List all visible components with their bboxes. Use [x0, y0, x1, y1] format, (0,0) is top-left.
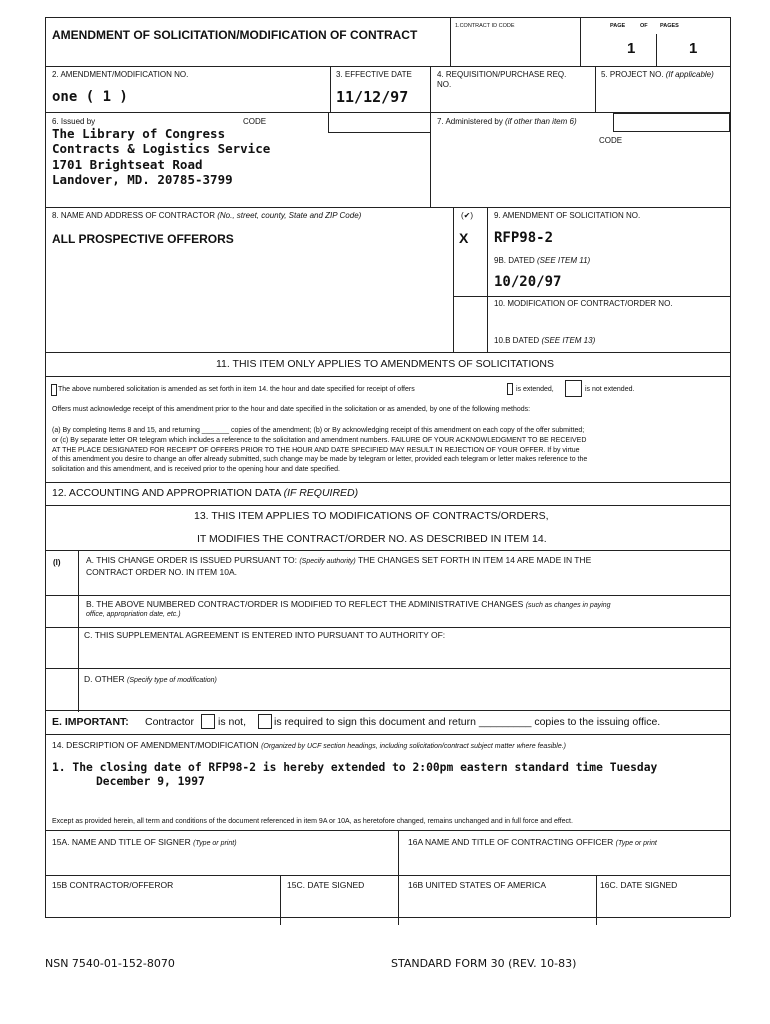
important-checkbox-is-not[interactable]	[201, 714, 215, 729]
page-label: PAGE	[610, 23, 626, 29]
amendment-no-label: 2. AMENDMENT/MODIFICATION NO.	[52, 70, 189, 79]
footer-nsn: NSN 7540-01-152-8070	[45, 957, 175, 970]
item13-d	[84, 675, 217, 685]
item13-b-line1	[86, 600, 611, 610]
item13-d-text: D. OTHER	[84, 674, 125, 684]
signer-15a-text: 15A. NAME AND TITLE OF SIGNER	[52, 837, 191, 847]
contractor-offeror-label-15b: 15B CONTRACTOR/OFFEROR	[52, 880, 174, 890]
contractor-label-text: 8. NAME AND ADDRESS OF CONTRACTOR	[52, 211, 215, 220]
effective-date-label: 3. EFFECTIVE DATE	[336, 70, 412, 79]
item13-a-line2: CONTRACT ORDER NO. IN ITEM 10A.	[86, 567, 237, 577]
item14-label-note: (Organized by UCF section headings, including solicitation/contract subject matter where feasible.)	[261, 743, 566, 750]
administered-by-label	[437, 117, 577, 126]
item12-label-note: (IF REQUIRED)	[283, 487, 359, 499]
item11-line2: Offers must acknowledge receipt of this amendment prior to the hour and date specified in the solicitation or as amended, by one of the following methods:	[52, 406, 531, 413]
footer-form-name: STANDARD FORM 30 (REV. 10-83)	[391, 957, 577, 970]
date-signed-label-15c: 15C. DATE SIGNED	[287, 880, 365, 890]
effective-date-value: 11/12/97	[336, 88, 409, 106]
item11-para-line: (a) By completing Items 8 and 15, and returning _______ copies of the amendment; (b) or By acknowledging receipt of this amendment on each copy of the offer submitted;	[52, 427, 585, 434]
check-column-header: (✔)	[461, 211, 474, 220]
amendment-solicitation-value: RFP98-2	[494, 230, 554, 246]
issued-by-label: 6. Issued by	[52, 117, 96, 126]
modification-contract-label: 10. MODIFICATION OF CONTRACT/ORDER NO.	[494, 299, 673, 308]
of-label: OF	[640, 23, 648, 29]
item12-label	[52, 487, 358, 500]
issuer-line: The Library of Congress	[52, 126, 226, 141]
contractor-label-note: (No., street, county, State and ZIP Code)	[217, 211, 362, 220]
officer-label-16a	[408, 838, 657, 848]
pages-value: 1	[689, 40, 698, 57]
signer-15a-note: (Type or print)	[193, 840, 237, 847]
item13-b-text: B. THE ABOVE NUMBERED CONTRACT/ORDER IS MODIFIED TO REFLECT THE ADMINISTRATIVE CHANGES	[86, 599, 524, 609]
dated-10b-note: (SEE ITEM 13)	[541, 336, 596, 345]
dated-10b-text: 10.B DATED	[494, 336, 540, 345]
item13-b-note: (such as changes in paying	[525, 602, 611, 609]
officer-16a-note: (Type or print	[615, 840, 657, 847]
dated-10b-label	[494, 336, 595, 345]
project-no-label-text: 5. PROJECT NO.	[601, 70, 664, 79]
administered-by-code-field[interactable]	[613, 113, 730, 132]
item13-a-text: A. THIS CHANGE ORDER IS ISSUED PURSUANT TO:	[86, 555, 297, 565]
item14-label-text: 14. DESCRIPTION OF AMENDMENT/MODIFICATION	[52, 740, 259, 750]
item13-b-note-2: office, appropriation date, etc.)	[86, 611, 181, 618]
issuer-line: Contracts & Logistics Service	[52, 141, 271, 157]
requisition-label-no: NO.	[437, 80, 452, 89]
dated-9b-value: 10/20/97	[494, 274, 562, 290]
item13-b-line2	[86, 611, 181, 619]
dated-9b-note: (SEE ITEM 11)	[536, 256, 591, 265]
contractor-label	[52, 211, 361, 220]
item13-a-text-2: THE CHANGES SET FORTH IN ITEM 14 ARE MADE IN THE	[357, 555, 592, 565]
item11-para-line: AT THE PLACE DESIGNATED FOR RECEIPT OF OFFERS PRIOR TO THE HOUR AND DATE SPECIFIED MAY RESULT IN REJECTION OF YOUR OFFER. If by virtue	[52, 446, 580, 454]
item11-checkbox-amended[interactable]	[51, 384, 57, 396]
item13-a-note: (Specify authority)	[299, 558, 356, 565]
item11-checkbox-not-extended[interactable]	[565, 380, 582, 397]
item11-para-line: or (c) By separate letter OR telegram which includes a reference to the solicitation and amendment numbers. FAILURE OF YOUR ACKNOWLEDGMENT TO BE RECEIVED	[52, 436, 587, 444]
item14-description-line1: 1. The closing date of RFP98-2 is hereby extended to 2:00pm eastern standard time Tuesday	[52, 761, 658, 774]
issuer-address	[52, 126, 270, 187]
item13-heading-2: IT MODIFIES THE CONTRACT/ORDER NO. AS DESCRIBED IN ITEM 14.	[197, 533, 547, 545]
project-no-label-note: (If applicable)	[665, 70, 714, 79]
item11-para-line: solicitation and this amendment, and is received prior to the opening hour and date specified.	[52, 466, 340, 474]
important-checkbox-required[interactable]	[258, 714, 272, 729]
pages-label: PAGES	[660, 23, 679, 29]
important-label: E. IMPORTANT:	[52, 716, 129, 728]
important-required-text: is required to sign this document and return _________ copies to the issuing office.	[274, 716, 661, 728]
item13-c: C. THIS SUPPLEMENTAL AGREEMENT IS ENTERED INTO PURSUANT TO AUTHORITY OF:	[84, 630, 446, 640]
important-is-not: is not,	[218, 716, 247, 728]
item14-except-clause: Except as provided herein, all term and conditions of the document referenced in item 9A or 10A, as heretofore changed, remains unchanged and in full force and effect.	[52, 818, 573, 825]
form-title: AMENDMENT OF SOLICITATION/MODIFICATION OF CONTRACT	[52, 28, 418, 42]
important-contractor: Contractor	[145, 716, 195, 728]
item11-checkbox-extended[interactable]	[507, 383, 513, 395]
contractor-value: ALL PROSPECTIVE OFFERORS	[52, 232, 234, 246]
page-value: 1	[627, 40, 636, 57]
dated-9b-label	[494, 256, 590, 265]
requisition-label: 4. REQUISITION/PURCHASE REQ.	[437, 70, 567, 79]
date-signed-label-16c: 16C. DATE SIGNED	[600, 880, 678, 890]
administered-by-note: (if other than item 6)	[505, 117, 577, 126]
issued-by-code-label: CODE	[243, 117, 267, 126]
signer-label-15a	[52, 838, 237, 848]
item14-description-line2: December 9, 1997	[96, 775, 205, 788]
officer-16a-text: 16A NAME AND TITLE OF CONTRACTING OFFICER	[408, 837, 614, 847]
item13-check-header: (I)	[53, 558, 61, 567]
amendment-solicitation-label: 9. AMENDMENT OF SOLICITATION NO.	[494, 211, 641, 220]
contract-id-label: 1.CONTRACT ID CODE	[455, 23, 515, 29]
check-mark: X	[459, 230, 469, 246]
issuer-line: 1701 Brightseat Road	[52, 156, 203, 172]
item11-para-line: of this amendment you desire to change an offer already submitted, such change may be made by telegram or letter, provided each telegram or letter makes reference to the	[52, 456, 588, 464]
usa-label-16b: 16B UNITED STATES OF AMERICA	[408, 880, 547, 890]
project-no-label	[601, 70, 714, 79]
dated-9b-text: 9B. DATED	[494, 256, 535, 265]
item11-not-extended-label: is not extended.	[585, 386, 635, 393]
administered-by-text: 7. Administered by	[437, 117, 503, 126]
item12-label-text: 12. ACCOUNTING AND APPROPRIATION DATA	[52, 487, 281, 499]
amendment-no-value: one ( 1 )	[52, 89, 128, 105]
item13-heading-1: 13. THIS ITEM APPLIES TO MODIFICATIONS OF CONTRACTS/ORDERS,	[194, 510, 549, 522]
item13-a-line1	[86, 556, 591, 566]
administered-by-code-label: CODE	[599, 136, 623, 145]
item11-extended-label: is extended,	[516, 386, 554, 393]
item11-heading: 11. THIS ITEM ONLY APPLIES TO AMENDMENTS OF SOLICITATIONS	[215, 358, 555, 370]
issuer-line: Landover, MD. 20785-3799	[52, 171, 233, 187]
item11-line1: The above numbered solicitation is amended as set forth in item 14. the hour and date specified for receipt of offers	[58, 386, 415, 393]
item13-d-note: (Specify type of modification)	[127, 677, 217, 684]
item11-paragraph	[52, 426, 587, 475]
item14-label	[52, 741, 566, 751]
